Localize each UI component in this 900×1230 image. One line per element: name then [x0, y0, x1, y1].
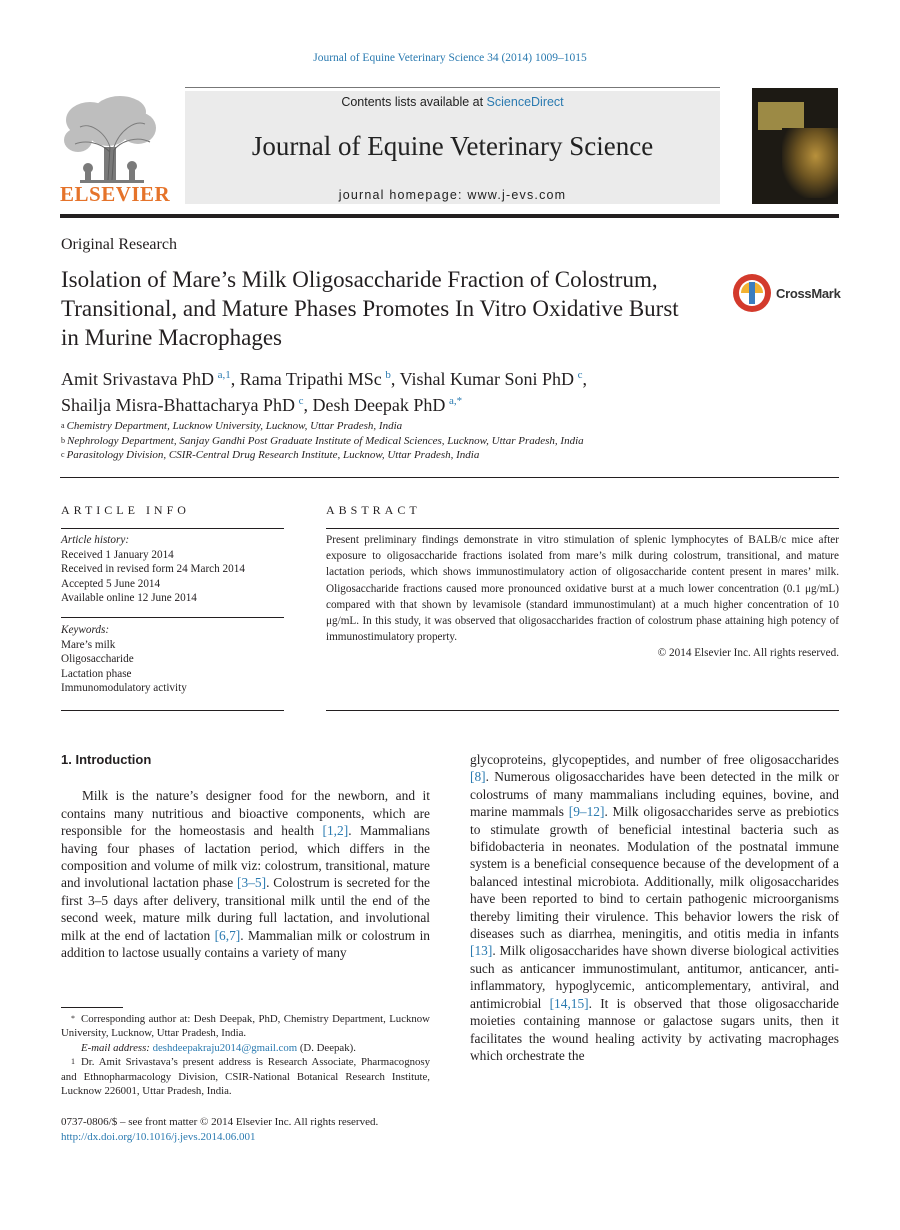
email-label: E-mail address: — [81, 1041, 150, 1054]
journal-title: Journal of Equine Veterinary Science — [251, 131, 654, 161]
abstract-copyright: © 2014 Elsevier Inc. All rights reserved. — [657, 647, 839, 660]
history-item: Available online 12 June 2014 — [61, 592, 197, 604]
contents-prefix: Contents lists available at — [341, 95, 487, 109]
author-affiliation-marker[interactable]: c — [298, 395, 304, 407]
citation-link[interactable]: [9–12] — [568, 804, 605, 820]
issn-block — [61, 1115, 461, 1145]
elsevier-wordmark: ELSEVIER — [60, 182, 171, 206]
article-history — [61, 533, 284, 606]
author-name[interactable]: Vishal Kumar Soni PhD — [399, 369, 574, 389]
contents-available-line — [185, 95, 720, 109]
affiliation-text: Parasitology Division, CSIR-Central Drug Research Institute, Lucknow, Uttar Pradesh, India — [66, 449, 480, 461]
article-info-divider — [61, 617, 284, 618]
journal-citation[interactable]: Journal of Equine Veterinary Science 34 (2014) 1009–1015 — [313, 52, 587, 64]
abstract-heading: ABSTRACT — [326, 503, 421, 517]
abstract-divider — [326, 710, 839, 711]
abstract-divider — [326, 528, 839, 529]
footnote-corresponding — [61, 1012, 430, 1041]
footnote-text: Corresponding author at: Desh Deepak, PhD, Chemistry Department, Lucknow University, Lucknow, Uttar Pradesh, India. — [61, 1013, 430, 1040]
author-affiliation-marker[interactable]: a,1 — [217, 369, 231, 381]
journal-homepage[interactable]: journal homepage: www.j-evs.com — [338, 188, 567, 202]
abstract-paragraph: Present preliminary findings demonstrate in vitro stimulation of splenic lymphocytes of BALB/c mice after exposure to oligosaccharide fractions isolated from mare’s milk during colostrum, transitional, and mature lactation periods, which shows immunostimulatory action of oligosaccharide content present in mares’ milk. Oligosaccharide fractions caused more pronounced oxidative burst at a much lower concentration (0.1 μg/mL) compared with that shown by levamisole (standard immunostimulant) at a much higher concentration of 10 μg/mL. In this study, it was observed that oligosaccharides fraction of colostrum phase attaining high potency of immunostimulatory property. — [326, 534, 839, 644]
author-separator: , — [230, 369, 240, 389]
body-text: . Colostrum is secreted for the first 3–5 days after delivery, transitional milk until the end of the second week, mature milk during full lactation, and involutional milk at the end of lactation — [61, 875, 430, 943]
body-column-right — [470, 751, 839, 1064]
citation-link[interactable]: [13] — [470, 943, 493, 959]
affiliation-label: a — [61, 421, 65, 430]
affiliation-item — [61, 419, 821, 434]
article-info-divider — [61, 528, 284, 529]
abstract-body — [326, 532, 839, 662]
body-text: . Milk oligosaccharides have shown diverse biological activities such as anticancer immunostimulant, antitumor, anticancer, anti-inflammatory, hypoglycemic, anticomplementary, antiviral, and antimicrobial — [470, 943, 839, 1011]
email-suffix: (D. Deepak). — [297, 1041, 356, 1054]
footnote-text: Dr. Amit Srivastava’s present address is Research Associate, Pharmacognosy and Ethnopharmacology Division, CSIR-National Botanical Research Institute, Lucknow 226001, Uttar Pradesh, India. — [61, 1056, 430, 1098]
keywords — [61, 623, 284, 696]
body-text: . Mammalians having four phases of lactation period, which differs in the composition and volume of milk viz: colostrum, transitional, mature and involutional lactation phase — [61, 823, 430, 891]
section-heading-introduction: 1. Introduction — [61, 752, 152, 767]
body-text: . Milk oligosaccharides serve as prebiotics to stimulate growth of beneficial intestinal bacteria such as bifidobacteria in neonates. Modulation of the postnatal immune system is a beneficial consequence because of the development of a balanced intestinal microbiota. Additionally, milk oligosaccharides have been reported to bind to certain pathogenic microorganisms thereby limiting their virulence. This behavior lowers the risk of diseases such as diarrhea, meningitis, and otitis media in infants — [470, 804, 839, 942]
crossmark-label[interactable]: CrossMark — [776, 286, 841, 301]
affiliation-item — [61, 434, 821, 449]
history-item: Received in revised form 24 March 2014 — [61, 563, 245, 575]
affiliation-label: c — [61, 450, 65, 459]
citation-link[interactable]: [3–5] — [237, 875, 267, 891]
keyword-item: Lactation phase — [61, 667, 132, 680]
footnote-email — [61, 1041, 430, 1055]
author-affiliation-marker[interactable]: c — [577, 369, 583, 381]
footnote-rule — [61, 1007, 123, 1008]
masthead-top-rule — [185, 87, 720, 88]
footnotes — [61, 1012, 430, 1098]
author-separator: , — [303, 395, 313, 415]
masthead-rule — [60, 214, 839, 218]
keyword-item: Immunomodulatory activity — [61, 682, 187, 694]
body-text: glycoproteins, glycopeptides, and number of free oligosaccharides — [470, 752, 839, 767]
article-info-heading: ARTICLE INFO — [61, 503, 190, 517]
body-paragraph — [470, 751, 839, 1064]
author-affiliation-marker[interactable]: a,* — [449, 395, 463, 407]
affiliation-item — [61, 448, 821, 463]
history-item: Received 1 January 2014 — [61, 548, 174, 561]
keyword-item: Oligosaccharide — [61, 653, 134, 665]
body-text: . It is observed that those oligosaccharide moieties containing mannose or galactose sugars units, then it facilitates the wound healing activity by activating macrophages which orchestrate the — [470, 995, 839, 1063]
body-column-left — [61, 751, 430, 961]
author-name[interactable]: Rama Tripathi MSc — [239, 369, 382, 389]
body-text: Milk is the nature’s designer food for the newborn, and it contains many nutritious and bioactive components, which are responsible for the homeostasis and health — [61, 788, 430, 839]
header-divider — [60, 477, 839, 478]
body-text: . Mammalian milk or colostrum in addition to lactose usually contains a variety of many — [61, 927, 430, 961]
cover-art — [782, 128, 838, 198]
email-link[interactable]: deshdeepakraju2014@gmail.com — [152, 1041, 298, 1054]
citation-link[interactable]: [6,7] — [214, 927, 241, 943]
issn-line: 0737-0806/$ – see front matter © 2014 Elsevier Inc. All rights reserved. — [61, 1116, 379, 1128]
footnote-present-address — [61, 1055, 430, 1098]
author-name[interactable]: Amit Srivastava PhD — [61, 369, 214, 389]
history-item: Accepted 5 June 2014 — [61, 577, 161, 590]
citation-link[interactable]: [14,15] — [549, 995, 589, 1011]
author-affiliation-marker[interactable]: b — [385, 369, 391, 381]
article-title: Isolation of Mare’s Milk Oligosaccharide Fraction of Colostrum, Transitional, and Mature Phases Promotes In Vitro Oxidative Burst in Murine Macrophages — [61, 267, 679, 350]
sciencedirect-link[interactable]: ScienceDirect — [486, 95, 564, 109]
keywords-title: Keywords: — [61, 624, 110, 636]
footnote-marker: 1 — [71, 1057, 75, 1067]
affiliation-list — [61, 419, 821, 463]
author-name[interactable]: Desh Deepak PhD — [312, 395, 446, 415]
author-list — [61, 364, 761, 416]
citation-link[interactable]: [1,2] — [322, 823, 349, 839]
doi-link[interactable]: http://dx.doi.org/10.1016/j.jevs.2014.06.001 — [61, 1131, 256, 1143]
author-name[interactable]: Shailja Misra-Bhattacharya PhD — [61, 395, 295, 415]
journal-cover-image — [752, 88, 838, 204]
affiliation-text: Chemistry Department, Lucknow University, Lucknow, Uttar Pradesh, India — [66, 420, 403, 432]
affiliation-label: b — [61, 435, 65, 445]
article-info-divider — [61, 710, 284, 711]
article-history-title: Article history: — [61, 534, 130, 546]
footnote-marker: * — [71, 1014, 75, 1023]
article-type: Original Research — [61, 236, 177, 253]
body-paragraph — [61, 787, 430, 961]
keyword-item: Mare’s milk — [61, 638, 116, 651]
author-separator: , — [390, 369, 400, 389]
cover-title-block — [758, 102, 804, 130]
citation-link[interactable]: [8] — [470, 769, 486, 785]
affiliation-text: Nephrology Department, Sanjay Gandhi Post Graduate Institute of Medical Sciences, Lucknow, Uttar Pradesh, India — [67, 434, 584, 447]
body-text: . Numerous oligosaccharides have been detected in the milk or colostrums of many mammalians including equines, bovine, and marine mammals — [470, 769, 839, 820]
author-separator: , — [582, 369, 587, 389]
